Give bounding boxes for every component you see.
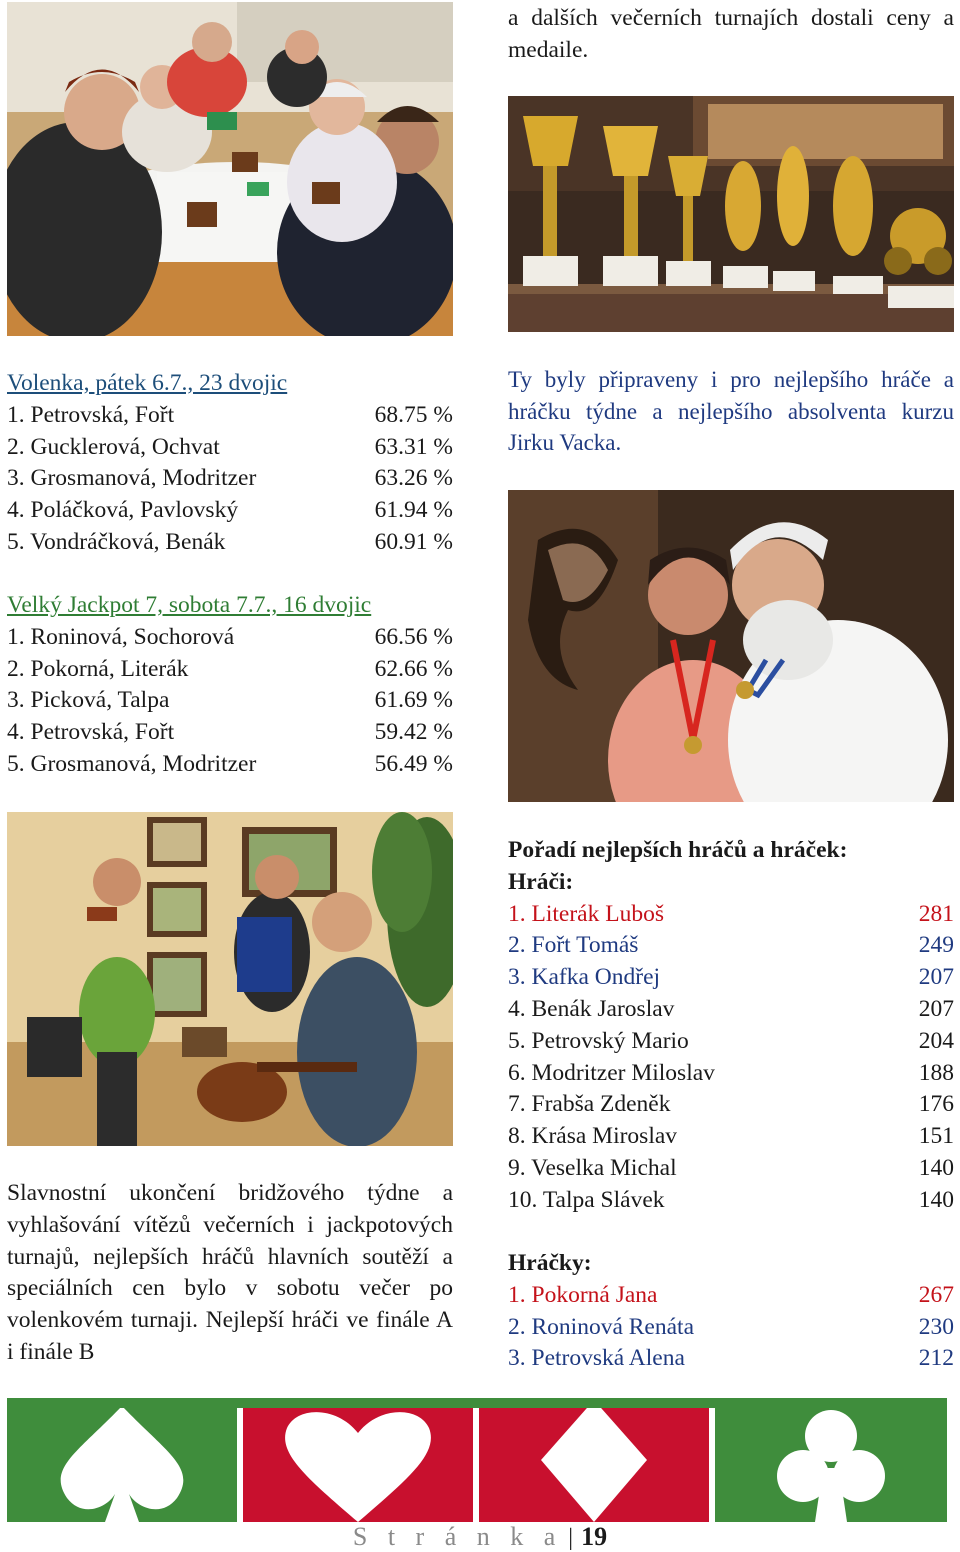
player-name: 9. Veselka Michal	[508, 1155, 677, 1181]
result-row	[7, 527, 453, 559]
ranking-row	[508, 1121, 954, 1153]
pair-percent: 63.31 %	[374, 433, 453, 460]
pair-name: 1. Petrovská, Fořt	[7, 401, 175, 428]
ranking-row	[508, 1343, 954, 1375]
photo-trophies	[508, 96, 954, 332]
player-points: 207	[918, 964, 954, 991]
pair-name: 5. Grosmanová, Modritzer	[7, 751, 257, 777]
pair-percent: 61.69 %	[374, 687, 453, 714]
player-name: 5. Petrovský Mario	[508, 1027, 689, 1054]
women-label-text: Hráčky:	[508, 1250, 592, 1276]
player-name: 1. Literák Luboš	[508, 900, 664, 927]
pair-percent: 62.66 %	[374, 655, 453, 682]
player-points: 140	[918, 1186, 954, 1213]
card-suits-banner	[7, 1398, 947, 1522]
pair-percent: 63.26 %	[374, 465, 453, 492]
pair-name: 5. Vondráčková, Benák	[7, 529, 226, 555]
men-label	[508, 867, 954, 899]
pair-name: 4. Petrovská, Fořt	[7, 719, 175, 746]
player-points: 188	[918, 1059, 954, 1086]
player-name: 6. Modritzer Miloslav	[508, 1059, 715, 1086]
player-points: 140	[918, 1155, 954, 1181]
player-points: 249	[918, 932, 954, 959]
player-name: 2. Roninová Renáta	[508, 1313, 695, 1340]
page-label: S t r á n k a	[352, 1522, 563, 1551]
ranking-row	[508, 1153, 954, 1185]
ranking-row	[508, 994, 954, 1026]
result-row	[7, 495, 453, 527]
ranking-title	[508, 835, 954, 867]
pair-percent: 59.42 %	[374, 719, 453, 746]
pair-percent: 61.94 %	[374, 497, 453, 524]
trophy-caption: Ty byly připraveny i pro nejlepšího hráče a hráčku týdne a nejlepšího absolventa kurzu Jirku Vacka.	[508, 367, 954, 455]
women-label	[508, 1248, 954, 1280]
pair-name: 1. Roninová, Sochorová	[7, 623, 235, 650]
result-row	[7, 432, 453, 464]
ranking-row	[508, 899, 954, 931]
pair-name: 3. Picková, Talpa	[7, 687, 170, 714]
pair-percent: 60.91 %	[374, 529, 453, 555]
player-name: 10. Talpa Slávek	[508, 1186, 665, 1213]
player-points: 176	[918, 1091, 954, 1118]
page-number: 19	[581, 1522, 608, 1551]
ranking-row	[508, 1089, 954, 1121]
player-name: 2. Fořt Tomáš	[508, 932, 639, 959]
pair-name: 2. Pokorná, Literák	[7, 655, 189, 682]
volenka-heading-text: Volenka, pátek 6.7., 23 dvojic	[7, 370, 288, 396]
pair-percent: 66.56 %	[374, 623, 453, 650]
player-points: 230	[918, 1313, 954, 1340]
result-row	[7, 622, 453, 654]
jackpot-heading	[7, 590, 453, 622]
pair-percent: 68.75 %	[374, 401, 453, 428]
result-row	[7, 463, 453, 495]
result-row	[7, 717, 453, 749]
pair-name: 4. Poláčková, Pavlovský	[7, 497, 239, 524]
ranking-row	[508, 1026, 954, 1058]
ranking-row	[508, 1312, 954, 1344]
player-name: 3. Kafka Ondřej	[508, 964, 661, 991]
photo-bridge-players	[7, 2, 453, 336]
player-points: 212	[918, 1345, 954, 1372]
ranking-row	[508, 962, 954, 994]
jackpot-heading-text: Velký Jackpot 7, sobota 7.7., 16 dvojic	[7, 592, 372, 618]
page-footer	[0, 1522, 960, 1549]
player-name: 4. Benák Jaroslav	[508, 996, 675, 1022]
player-points: 151	[918, 1123, 954, 1150]
result-row	[7, 685, 453, 717]
intro-text-continued: a dalších večerních turnajích dostali ceny a medaile.	[508, 5, 954, 63]
ranking-row	[508, 1185, 954, 1217]
page-separator: |	[568, 1525, 574, 1551]
player-name: 3. Petrovská Alena	[508, 1345, 685, 1372]
ranking-row	[508, 1058, 954, 1090]
pair-percent: 56.49 %	[374, 751, 453, 777]
volenka-heading	[7, 368, 453, 400]
player-points: 267	[918, 1281, 954, 1308]
result-row	[7, 400, 453, 432]
photo-best-players	[508, 490, 954, 802]
player-name: 7. Frabša Zdeněk	[508, 1091, 671, 1118]
men-label-text: Hráči:	[508, 868, 574, 895]
player-name: 1. Pokorná Jana	[508, 1281, 658, 1308]
pair-name: 2. Gucklerová, Ochvat	[7, 433, 220, 460]
result-row	[7, 654, 453, 686]
closing-paragraph: Slavnostní ukončení bridžového týdne a vyhlašování vítězů večerních i jackpotových turnajů, nejlepších hráčů hlavních soutěží a speciálních cen bylo v sobotu večer po volenkovém turnaji. Nejlepší hráči ve finále A i finále B	[7, 1180, 453, 1365]
ranking-title-text: Pořadí nejlepších hráčů a hráček:	[508, 837, 848, 863]
player-name: 8. Krása Miroslav	[508, 1123, 678, 1150]
photo-musicians	[7, 812, 453, 1146]
ranking-row	[508, 1280, 954, 1312]
result-row	[7, 749, 453, 781]
player-points: 207	[918, 996, 954, 1022]
player-points: 204	[918, 1027, 954, 1054]
ranking-row	[508, 930, 954, 962]
player-points: 281	[918, 900, 954, 927]
pair-name: 3. Grosmanová, Modritzer	[7, 465, 257, 492]
